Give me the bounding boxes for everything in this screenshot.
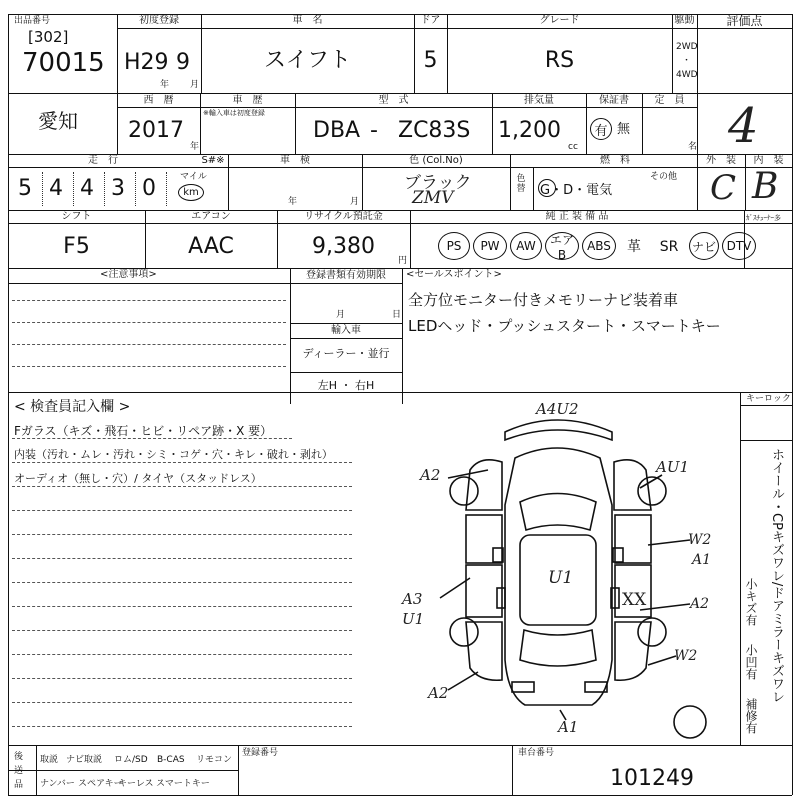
model-prefix: DBA: [313, 118, 361, 143]
mileage-digit: 4: [80, 176, 94, 201]
interior-grade: B: [752, 166, 779, 207]
shareki-label: 車 歴: [232, 95, 263, 106]
fuel-other: その他: [650, 172, 678, 182]
grade: RS: [544, 48, 575, 73]
model-dash: -: [370, 118, 378, 143]
after-item: スペアキー: [78, 779, 123, 789]
equipment-item: ABS: [582, 232, 616, 260]
region: 愛知: [38, 109, 78, 133]
exterior-label: 外 装: [706, 155, 736, 166]
mileage-digit: 4: [49, 176, 63, 201]
first-reg-era: H29: [124, 50, 169, 75]
audio-line: オーディオ（無し・穴）/ タイヤ（スタッドレス）: [14, 472, 262, 485]
equipment-item: エアB: [545, 232, 579, 260]
unit-mile: マイル: [180, 172, 207, 182]
mark-left-mid-2: U1: [402, 610, 425, 628]
deadline-day: 日: [392, 310, 402, 320]
after-delivery-label: 後送品: [14, 752, 24, 790]
mileage-digit: 0: [142, 176, 156, 201]
color-change-label: 色替: [516, 174, 526, 194]
deadline-month: 月: [336, 310, 346, 320]
year-unit-2: 年: [190, 142, 200, 152]
front-bumper: [505, 420, 612, 440]
mark-right-rear-2: W2: [674, 648, 698, 664]
leader-line: [640, 604, 690, 610]
score-label: 評価点: [726, 14, 763, 28]
wheel-mirror-note: ホイール・CPキズワレ/ドアミラーキズワレ: [769, 448, 784, 704]
drive-2wd: 2WD: [676, 42, 698, 52]
side-note-2: 小凹有: [744, 644, 758, 680]
drive-label: 駆動: [674, 15, 695, 26]
mark-right-rear: A2: [690, 596, 710, 612]
score-value: 4: [728, 98, 759, 154]
lot-prefix: [302]: [28, 28, 69, 46]
side-note-3: 補修有: [744, 698, 758, 734]
import-label: 輸入車: [331, 325, 361, 336]
interior-line: 内装（汚れ・ムレ・汚れ・シミ・コゲ・穴・キレ・破れ・剥れ）: [14, 448, 333, 461]
right-front-door: [615, 515, 651, 563]
color-code: ZMV: [412, 188, 454, 208]
mark-left-front: A2: [420, 466, 441, 484]
inspection-title: < 検査員記入欄 >: [14, 399, 131, 415]
month-unit: 月: [190, 80, 200, 90]
shift-label: シフト: [61, 211, 92, 222]
after-item: スマートキー: [156, 779, 210, 789]
left-rear-wheel: [450, 618, 478, 646]
after-item: ナンバー: [40, 779, 75, 789]
door-count: 5: [423, 48, 438, 73]
selling-point-label: <セールスポイント>: [406, 269, 502, 280]
mark-right-mid-1: W2: [688, 532, 712, 548]
after-item: ナビ取説: [66, 755, 103, 765]
mark-right-mid-2: A1: [692, 552, 712, 568]
displacement: 1,200: [498, 118, 561, 143]
mark-right-front: AU1: [656, 458, 690, 476]
yen-unit: 円: [398, 256, 408, 266]
shaken-year: 年: [288, 197, 298, 207]
reg-number-label: 登録番号: [242, 748, 279, 758]
leader-line: [448, 672, 478, 690]
shift: F5: [63, 234, 90, 259]
color-label: 色 (Col.No): [409, 155, 463, 166]
model-label: 型 式: [378, 95, 409, 106]
model-year: 2017: [128, 118, 184, 143]
capacity-unit: 名: [688, 142, 698, 152]
left-front-wheel: [450, 477, 478, 505]
lot-label: 出品番号: [14, 16, 51, 26]
lot-number: 70015: [22, 48, 105, 78]
warranty-no: 無: [617, 122, 631, 137]
mileage-digit: 3: [111, 176, 125, 201]
doc-deadline-label: 登録書類有効期限: [306, 270, 386, 281]
model-code: ZC83S: [398, 118, 471, 143]
handle-label: 左H ・ 右H: [317, 379, 375, 392]
aircon-label: エアコン: [191, 211, 231, 222]
side-note-1: 小キズ有: [744, 578, 758, 626]
spare-tire: [674, 706, 706, 738]
mark-right-door: XX: [622, 590, 647, 610]
warranty-yes: 有: [590, 118, 612, 140]
year-unit: 年: [160, 80, 170, 90]
cc-unit: cc: [568, 142, 578, 152]
equipment-item: PW: [473, 232, 507, 260]
mileage-digit: 5: [18, 176, 32, 201]
after-item: キーレス: [118, 779, 154, 789]
leader-line: [648, 656, 676, 665]
seireki-label: 西 暦: [143, 95, 174, 106]
equipment-item: ナビ: [689, 232, 719, 260]
mark-bottom: A1: [558, 718, 579, 736]
chassis-number: 101249: [610, 766, 694, 791]
equipment-item: DTV: [722, 232, 756, 260]
leader-line: [648, 540, 690, 545]
capacity-label: 定 員: [654, 95, 685, 106]
warranty-label: 保証書: [599, 95, 629, 106]
color-name: ブラック: [404, 173, 472, 193]
mark-roof: U1: [548, 568, 574, 588]
drive-separator: ・: [682, 56, 692, 66]
selling-point-2: LEDヘッド・プッシュスタート・スマートキー: [408, 317, 721, 335]
equipment-item: PS: [438, 232, 470, 260]
capture-label: ｶﾞｽﾁｭｰﾅｰ多: [746, 214, 781, 222]
first-reg-month: 9: [176, 50, 190, 75]
displacement-label: 排気量: [524, 95, 554, 106]
first-reg-label: 初度登録: [139, 15, 179, 26]
equipment-label: 純 正 装 備 品: [545, 211, 609, 222]
glass-line: Fガラス（キズ・飛石・ヒビ・リペア跡・X 要）: [14, 424, 273, 438]
dealer-label: ディーラー・並行: [302, 347, 390, 360]
recycle-label: リサイクル預託金: [304, 211, 383, 222]
car-name: スイフト: [264, 48, 351, 73]
mark-top: A4U2: [536, 400, 579, 418]
after-item: 取説: [40, 755, 59, 765]
selling-point-1: 全方位モニター付きメモリーナビ装着車: [408, 291, 679, 309]
after-item: リモコン: [196, 755, 233, 765]
aircon: AAC: [188, 234, 234, 259]
mark-left-rear: A2: [428, 684, 449, 702]
fuel-label: 燃 料: [600, 155, 630, 166]
chassis-label: 車台番号: [518, 748, 555, 758]
left-rear-fender: [466, 622, 502, 680]
recycle-fee: 9,380: [312, 234, 375, 259]
rear-window: [520, 630, 596, 666]
fuel-options: G・D・電気: [540, 183, 613, 198]
equipment-item: SR: [659, 239, 679, 255]
shaken-month: 月: [350, 197, 360, 207]
equipment-item: 革: [627, 239, 641, 255]
left-handle: [497, 588, 505, 608]
left-front-door: [466, 515, 502, 563]
windshield: [520, 494, 596, 531]
s-label: S#※: [201, 155, 225, 166]
caution-label: <注意事項>: [100, 269, 157, 280]
mileage-label: 走 行: [88, 155, 118, 166]
shareki-note: ※輸入車は初度登録: [203, 109, 265, 117]
car-name-label: 車 名: [292, 15, 323, 26]
keylock-label: キーロック: [746, 394, 791, 404]
unit-km: km: [178, 184, 204, 201]
mark-left-mid-1: A3: [402, 590, 423, 608]
equipment-item: AW: [510, 232, 542, 260]
right-rear-wheel: [638, 618, 666, 646]
grade-label: グレード: [539, 15, 580, 26]
interior-label: 内 装: [753, 155, 784, 166]
shaken-label: 車 検: [280, 155, 310, 166]
after-item: B-CAS: [157, 755, 185, 765]
door-label: ドア: [420, 15, 441, 26]
rear-lamp-left: [512, 682, 534, 692]
right-rear-fender: [615, 622, 651, 680]
after-item: ロム/SD: [114, 755, 148, 765]
exterior-grade: C: [710, 168, 737, 208]
drive-4wd: 4WD: [676, 70, 698, 80]
